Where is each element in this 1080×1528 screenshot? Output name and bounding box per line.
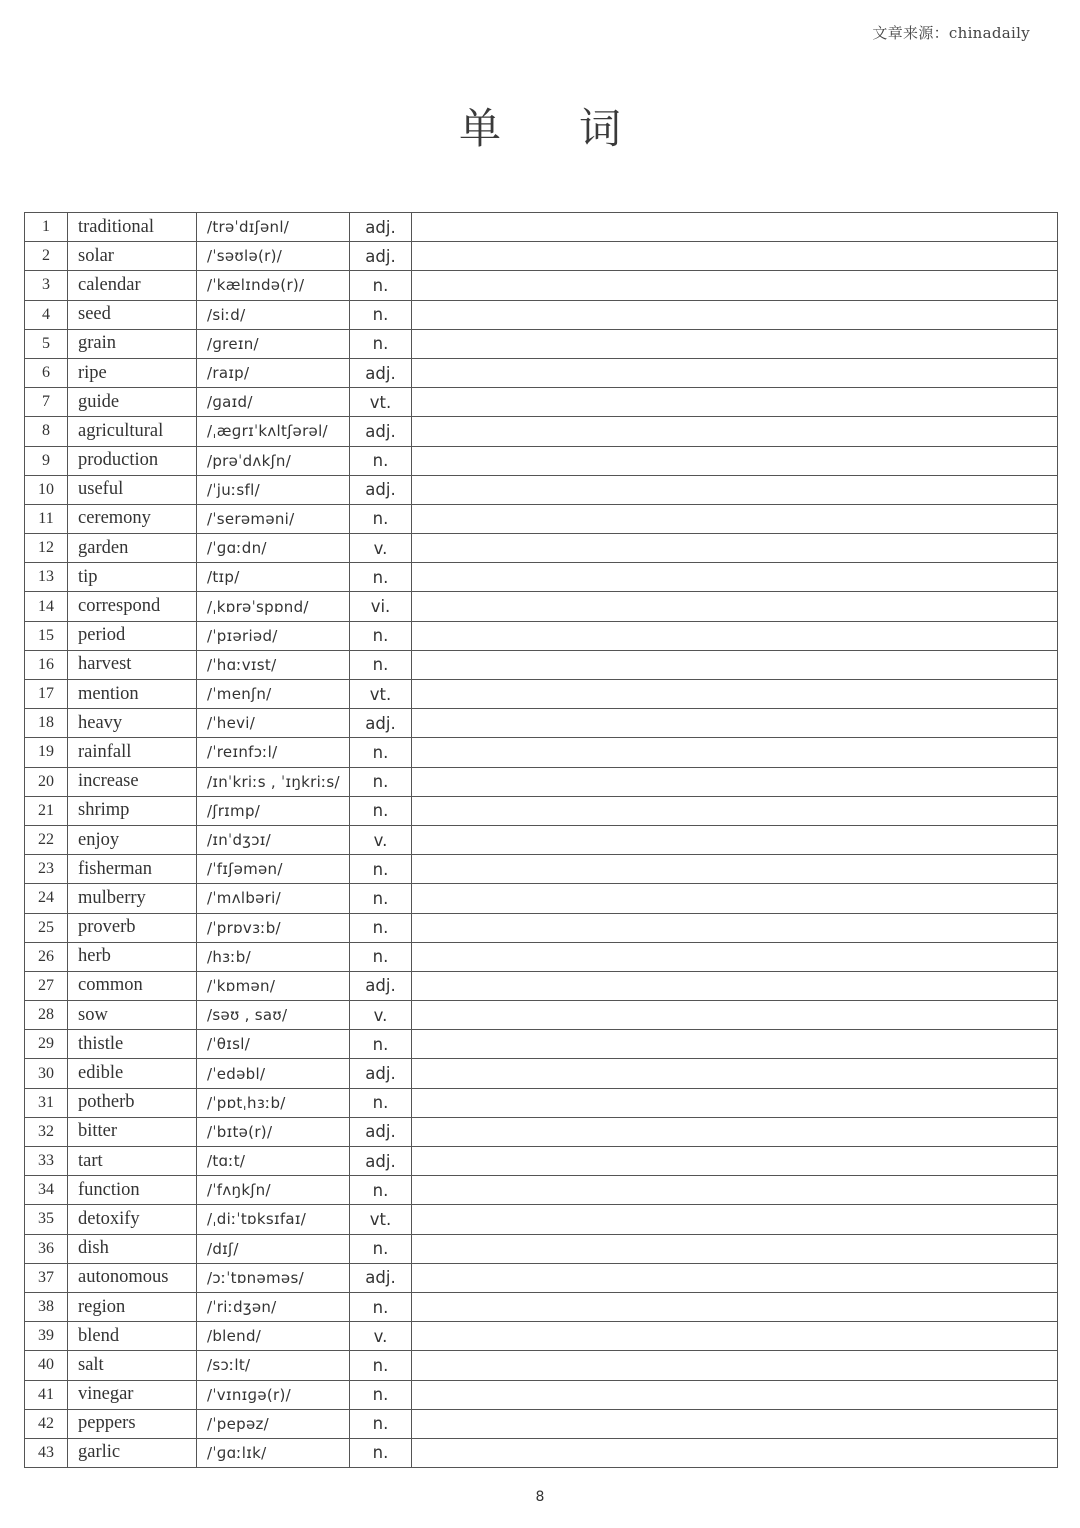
part-of-speech-cell: n. xyxy=(350,913,412,942)
row-number: 6 xyxy=(25,358,68,387)
word-cell: vinegar xyxy=(68,1380,197,1409)
meaning-cell xyxy=(412,1351,1058,1380)
table-row xyxy=(25,855,1058,884)
word-cell: blend xyxy=(68,1322,197,1351)
meaning-cell xyxy=(412,242,1058,271)
phonetic-cell: /ɡreɪn/ xyxy=(197,329,350,358)
phonetic-cell: /ˈɡɑːdn/ xyxy=(197,534,350,563)
part-of-speech-cell: n. xyxy=(350,300,412,329)
table-row xyxy=(25,1322,1058,1351)
page-title: 单词 xyxy=(458,104,699,153)
word-cell: tart xyxy=(68,1147,197,1176)
row-number: 17 xyxy=(25,680,68,709)
table-row xyxy=(25,242,1058,271)
row-number: 1 xyxy=(25,213,68,242)
table-row xyxy=(25,884,1058,913)
page-number: 8 xyxy=(535,1489,545,1505)
part-of-speech-cell: vt. xyxy=(350,680,412,709)
meaning-cell xyxy=(412,1001,1058,1030)
table-row xyxy=(25,417,1058,446)
meaning-cell xyxy=(412,621,1058,650)
meaning-cell xyxy=(412,1147,1058,1176)
part-of-speech-cell: n. xyxy=(350,1088,412,1117)
phonetic-cell: /siːd/ xyxy=(197,300,350,329)
part-of-speech-cell: adj. xyxy=(350,1147,412,1176)
word-cell: dish xyxy=(68,1234,197,1263)
row-number: 10 xyxy=(25,475,68,504)
phonetic-cell: /blend/ xyxy=(197,1322,350,1351)
word-cell: tip xyxy=(68,563,197,592)
part-of-speech-cell: vt. xyxy=(350,388,412,417)
meaning-cell xyxy=(412,213,1058,242)
phonetic-cell: /ʃrɪmp/ xyxy=(197,796,350,825)
meaning-cell xyxy=(412,1409,1058,1438)
part-of-speech-cell: v. xyxy=(350,534,412,563)
phonetic-cell: /ˈprɒvɜːb/ xyxy=(197,913,350,942)
phonetic-cell: /ˈmenʃn/ xyxy=(197,680,350,709)
meaning-cell xyxy=(412,1380,1058,1409)
phonetic-cell: /ˈedəbl/ xyxy=(197,1059,350,1088)
meaning-cell xyxy=(412,709,1058,738)
phonetic-cell: /trəˈdɪʃənl/ xyxy=(197,213,350,242)
table-row xyxy=(25,1263,1058,1292)
meaning-cell xyxy=(412,475,1058,504)
table-row xyxy=(25,825,1058,854)
vocabulary-table-body xyxy=(25,213,1058,1468)
part-of-speech-cell: adj. xyxy=(350,1263,412,1292)
phonetic-cell: /ˈɡɑːlɪk/ xyxy=(197,1438,350,1467)
vocabulary-table xyxy=(24,212,1058,1468)
phonetic-cell: /ˈθɪsl/ xyxy=(197,1030,350,1059)
row-number: 14 xyxy=(25,592,68,621)
meaning-cell xyxy=(412,329,1058,358)
meaning-cell xyxy=(412,1059,1058,1088)
row-number: 36 xyxy=(25,1234,68,1263)
word-cell: herb xyxy=(68,942,197,971)
word-cell: correspond xyxy=(68,592,197,621)
part-of-speech-cell: adj. xyxy=(350,417,412,446)
table-row xyxy=(25,913,1058,942)
row-number: 31 xyxy=(25,1088,68,1117)
meaning-cell xyxy=(412,417,1058,446)
part-of-speech-cell: n. xyxy=(350,855,412,884)
phonetic-cell: /ˈbɪtə(r)/ xyxy=(197,1117,350,1146)
table-row xyxy=(25,271,1058,300)
row-number: 32 xyxy=(25,1117,68,1146)
word-cell: garlic xyxy=(68,1438,197,1467)
row-number: 20 xyxy=(25,767,68,796)
word-cell: potherb xyxy=(68,1088,197,1117)
row-number: 15 xyxy=(25,621,68,650)
part-of-speech-cell: n. xyxy=(350,1409,412,1438)
table-row xyxy=(25,971,1058,1000)
row-number: 35 xyxy=(25,1205,68,1234)
row-number: 4 xyxy=(25,300,68,329)
word-cell: period xyxy=(68,621,197,650)
part-of-speech-cell: n. xyxy=(350,650,412,679)
phonetic-cell: /tɑːt/ xyxy=(197,1147,350,1176)
table-row xyxy=(25,1001,1058,1030)
part-of-speech-cell: n. xyxy=(350,1438,412,1467)
row-number: 42 xyxy=(25,1409,68,1438)
row-number: 8 xyxy=(25,417,68,446)
table-row xyxy=(25,1117,1058,1146)
row-number: 33 xyxy=(25,1147,68,1176)
part-of-speech-cell: adj. xyxy=(350,971,412,1000)
row-number: 41 xyxy=(25,1380,68,1409)
part-of-speech-cell: adj. xyxy=(350,1117,412,1146)
row-number: 24 xyxy=(25,884,68,913)
phonetic-cell: /raɪp/ xyxy=(197,358,350,387)
table-row xyxy=(25,1176,1058,1205)
phonetic-cell: /ˈhevi/ xyxy=(197,709,350,738)
table-row xyxy=(25,621,1058,650)
row-number: 7 xyxy=(25,388,68,417)
part-of-speech-cell: n. xyxy=(350,767,412,796)
row-number: 37 xyxy=(25,1263,68,1292)
row-number: 38 xyxy=(25,1292,68,1321)
row-number: 2 xyxy=(25,242,68,271)
meaning-cell xyxy=(412,1088,1058,1117)
meaning-cell xyxy=(412,1438,1058,1467)
row-number: 23 xyxy=(25,855,68,884)
phonetic-cell: /tɪp/ xyxy=(197,563,350,592)
word-cell: region xyxy=(68,1292,197,1321)
word-cell: thistle xyxy=(68,1030,197,1059)
word-cell: autonomous xyxy=(68,1263,197,1292)
row-number: 28 xyxy=(25,1001,68,1030)
part-of-speech-cell: n. xyxy=(350,1176,412,1205)
part-of-speech-cell: n. xyxy=(350,1030,412,1059)
row-number: 25 xyxy=(25,913,68,942)
meaning-cell xyxy=(412,446,1058,475)
meaning-cell xyxy=(412,1263,1058,1292)
part-of-speech-cell: adj. xyxy=(350,242,412,271)
meaning-cell xyxy=(412,913,1058,942)
part-of-speech-cell: n. xyxy=(350,1351,412,1380)
phonetic-cell: /ɡaɪd/ xyxy=(197,388,350,417)
meaning-cell xyxy=(412,534,1058,563)
word-cell: function xyxy=(68,1176,197,1205)
table-row xyxy=(25,358,1058,387)
word-cell: salt xyxy=(68,1351,197,1380)
word-cell: agricultural xyxy=(68,417,197,446)
table-row xyxy=(25,680,1058,709)
word-cell: garden xyxy=(68,534,197,563)
row-number: 26 xyxy=(25,942,68,971)
row-number: 19 xyxy=(25,738,68,767)
table-row xyxy=(25,1438,1058,1467)
meaning-cell xyxy=(412,1322,1058,1351)
phonetic-cell: /ˈriːdʒən/ xyxy=(197,1292,350,1321)
meaning-cell xyxy=(412,942,1058,971)
part-of-speech-cell: n. xyxy=(350,271,412,300)
word-cell: increase xyxy=(68,767,197,796)
part-of-speech-cell: n. xyxy=(350,1380,412,1409)
table-row xyxy=(25,475,1058,504)
row-number: 16 xyxy=(25,650,68,679)
row-number: 29 xyxy=(25,1030,68,1059)
part-of-speech-cell: vt. xyxy=(350,1205,412,1234)
meaning-cell xyxy=(412,825,1058,854)
row-number: 13 xyxy=(25,563,68,592)
meaning-cell xyxy=(412,738,1058,767)
table-row xyxy=(25,942,1058,971)
word-cell: production xyxy=(68,446,197,475)
row-number: 34 xyxy=(25,1176,68,1205)
part-of-speech-cell: v. xyxy=(350,825,412,854)
phonetic-cell: /ˌdiːˈtɒksɪfaɪ/ xyxy=(197,1205,350,1234)
meaning-cell xyxy=(412,796,1058,825)
word-cell: mulberry xyxy=(68,884,197,913)
table-row xyxy=(25,767,1058,796)
phonetic-cell: /ˈpɒtˌhɜːb/ xyxy=(197,1088,350,1117)
word-cell: peppers xyxy=(68,1409,197,1438)
table-row xyxy=(25,796,1058,825)
table-row xyxy=(25,1088,1058,1117)
part-of-speech-cell: adj. xyxy=(350,709,412,738)
table-row xyxy=(25,504,1058,533)
meaning-cell xyxy=(412,271,1058,300)
row-number: 18 xyxy=(25,709,68,738)
part-of-speech-cell: n. xyxy=(350,621,412,650)
meaning-cell xyxy=(412,1030,1058,1059)
meaning-cell xyxy=(412,563,1058,592)
word-cell: traditional xyxy=(68,213,197,242)
word-cell: edible xyxy=(68,1059,197,1088)
table-row xyxy=(25,592,1058,621)
part-of-speech-cell: v. xyxy=(350,1322,412,1351)
row-number: 30 xyxy=(25,1059,68,1088)
meaning-cell xyxy=(412,1234,1058,1263)
meaning-cell xyxy=(412,1176,1058,1205)
source-credit: 文章来源：chinadaily xyxy=(872,24,1030,42)
table-row xyxy=(25,1380,1058,1409)
row-number: 5 xyxy=(25,329,68,358)
phonetic-cell: /ˌæɡrɪˈkʌltʃərəl/ xyxy=(197,417,350,446)
table-row xyxy=(25,388,1058,417)
phonetic-cell: /ˈhɑːvɪst/ xyxy=(197,650,350,679)
table-row xyxy=(25,1059,1058,1088)
part-of-speech-cell: n. xyxy=(350,738,412,767)
word-cell: enjoy xyxy=(68,825,197,854)
phonetic-cell: /ˈsəʊlə(r)/ xyxy=(197,242,350,271)
word-cell: harvest xyxy=(68,650,197,679)
part-of-speech-cell: vi. xyxy=(350,592,412,621)
part-of-speech-cell: v. xyxy=(350,1001,412,1030)
meaning-cell xyxy=(412,680,1058,709)
word-cell: ripe xyxy=(68,358,197,387)
part-of-speech-cell: adj. xyxy=(350,358,412,387)
phonetic-cell: /ˈfʌŋkʃn/ xyxy=(197,1176,350,1205)
part-of-speech-cell: n. xyxy=(350,504,412,533)
phonetic-cell: /ˈfɪʃəmən/ xyxy=(197,855,350,884)
word-cell: useful xyxy=(68,475,197,504)
word-cell: shrimp xyxy=(68,796,197,825)
part-of-speech-cell: n. xyxy=(350,563,412,592)
phonetic-cell: /ˌkɒrəˈspɒnd/ xyxy=(197,592,350,621)
word-cell: proverb xyxy=(68,913,197,942)
word-cell: grain xyxy=(68,329,197,358)
word-cell: sow xyxy=(68,1001,197,1030)
phonetic-cell: /ˈreɪnfɔːl/ xyxy=(197,738,350,767)
row-number: 3 xyxy=(25,271,68,300)
meaning-cell xyxy=(412,1205,1058,1234)
meaning-cell xyxy=(412,884,1058,913)
table-row xyxy=(25,1292,1058,1321)
table-row xyxy=(25,329,1058,358)
word-cell: seed xyxy=(68,300,197,329)
table-row xyxy=(25,1205,1058,1234)
row-number: 11 xyxy=(25,504,68,533)
meaning-cell xyxy=(412,971,1058,1000)
row-number: 9 xyxy=(25,446,68,475)
phonetic-cell: /ɪnˈdʒɔɪ/ xyxy=(197,825,350,854)
table-row xyxy=(25,446,1058,475)
phonetic-cell: /ˈmʌlbəri/ xyxy=(197,884,350,913)
phonetic-cell: /ˈkælɪndə(r)/ xyxy=(197,271,350,300)
phonetic-cell: /hɜːb/ xyxy=(197,942,350,971)
meaning-cell xyxy=(412,855,1058,884)
row-number: 22 xyxy=(25,825,68,854)
phonetic-cell: /prəˈdʌkʃn/ xyxy=(197,446,350,475)
table-row xyxy=(25,1147,1058,1176)
word-cell: fisherman xyxy=(68,855,197,884)
phonetic-cell: /ˈpɪəriəd/ xyxy=(197,621,350,650)
word-cell: bitter xyxy=(68,1117,197,1146)
phonetic-cell: /dɪʃ/ xyxy=(197,1234,350,1263)
part-of-speech-cell: adj. xyxy=(350,1059,412,1088)
part-of-speech-cell: n. xyxy=(350,796,412,825)
phonetic-cell: /sɔːlt/ xyxy=(197,1351,350,1380)
part-of-speech-cell: n. xyxy=(350,884,412,913)
phonetic-cell: /ˈserəməni/ xyxy=(197,504,350,533)
meaning-cell xyxy=(412,388,1058,417)
word-cell: ceremony xyxy=(68,504,197,533)
table-row xyxy=(25,1409,1058,1438)
table-row xyxy=(25,738,1058,767)
table-row xyxy=(25,563,1058,592)
part-of-speech-cell: adj. xyxy=(350,213,412,242)
part-of-speech-cell: adj. xyxy=(350,475,412,504)
meaning-cell xyxy=(412,1117,1058,1146)
phonetic-cell: /ɔːˈtɒnəməs/ xyxy=(197,1263,350,1292)
row-number: 27 xyxy=(25,971,68,1000)
row-number: 39 xyxy=(25,1322,68,1351)
table-row xyxy=(25,1234,1058,1263)
phonetic-cell: /ˈvɪnɪɡə(r)/ xyxy=(197,1380,350,1409)
part-of-speech-cell: n. xyxy=(350,329,412,358)
phonetic-cell: /səʊ , saʊ/ xyxy=(197,1001,350,1030)
meaning-cell xyxy=(412,1292,1058,1321)
meaning-cell xyxy=(412,300,1058,329)
word-cell: rainfall xyxy=(68,738,197,767)
word-cell: solar xyxy=(68,242,197,271)
meaning-cell xyxy=(412,650,1058,679)
table-row xyxy=(25,300,1058,329)
meaning-cell xyxy=(412,358,1058,387)
word-cell: mention xyxy=(68,680,197,709)
word-cell: common xyxy=(68,971,197,1000)
word-cell: heavy xyxy=(68,709,197,738)
meaning-cell xyxy=(412,767,1058,796)
table-row xyxy=(25,213,1058,242)
table-row xyxy=(25,709,1058,738)
part-of-speech-cell: n. xyxy=(350,1292,412,1321)
phonetic-cell: /ˈkɒmən/ xyxy=(197,971,350,1000)
table-row xyxy=(25,534,1058,563)
word-cell: detoxify xyxy=(68,1205,197,1234)
word-cell: calendar xyxy=(68,271,197,300)
table-row xyxy=(25,1030,1058,1059)
row-number: 21 xyxy=(25,796,68,825)
table-row xyxy=(25,1351,1058,1380)
phonetic-cell: /ɪnˈkriːs , ˈɪŋkriːs/ xyxy=(197,767,350,796)
row-number: 12 xyxy=(25,534,68,563)
part-of-speech-cell: n. xyxy=(350,446,412,475)
word-cell: guide xyxy=(68,388,197,417)
row-number: 43 xyxy=(25,1438,68,1467)
part-of-speech-cell: n. xyxy=(350,942,412,971)
row-number: 40 xyxy=(25,1351,68,1380)
meaning-cell xyxy=(412,592,1058,621)
phonetic-cell: /ˈpepəz/ xyxy=(197,1409,350,1438)
phonetic-cell: /ˈjuːsfl/ xyxy=(197,475,350,504)
table-row xyxy=(25,650,1058,679)
meaning-cell xyxy=(412,504,1058,533)
part-of-speech-cell: n. xyxy=(350,1234,412,1263)
